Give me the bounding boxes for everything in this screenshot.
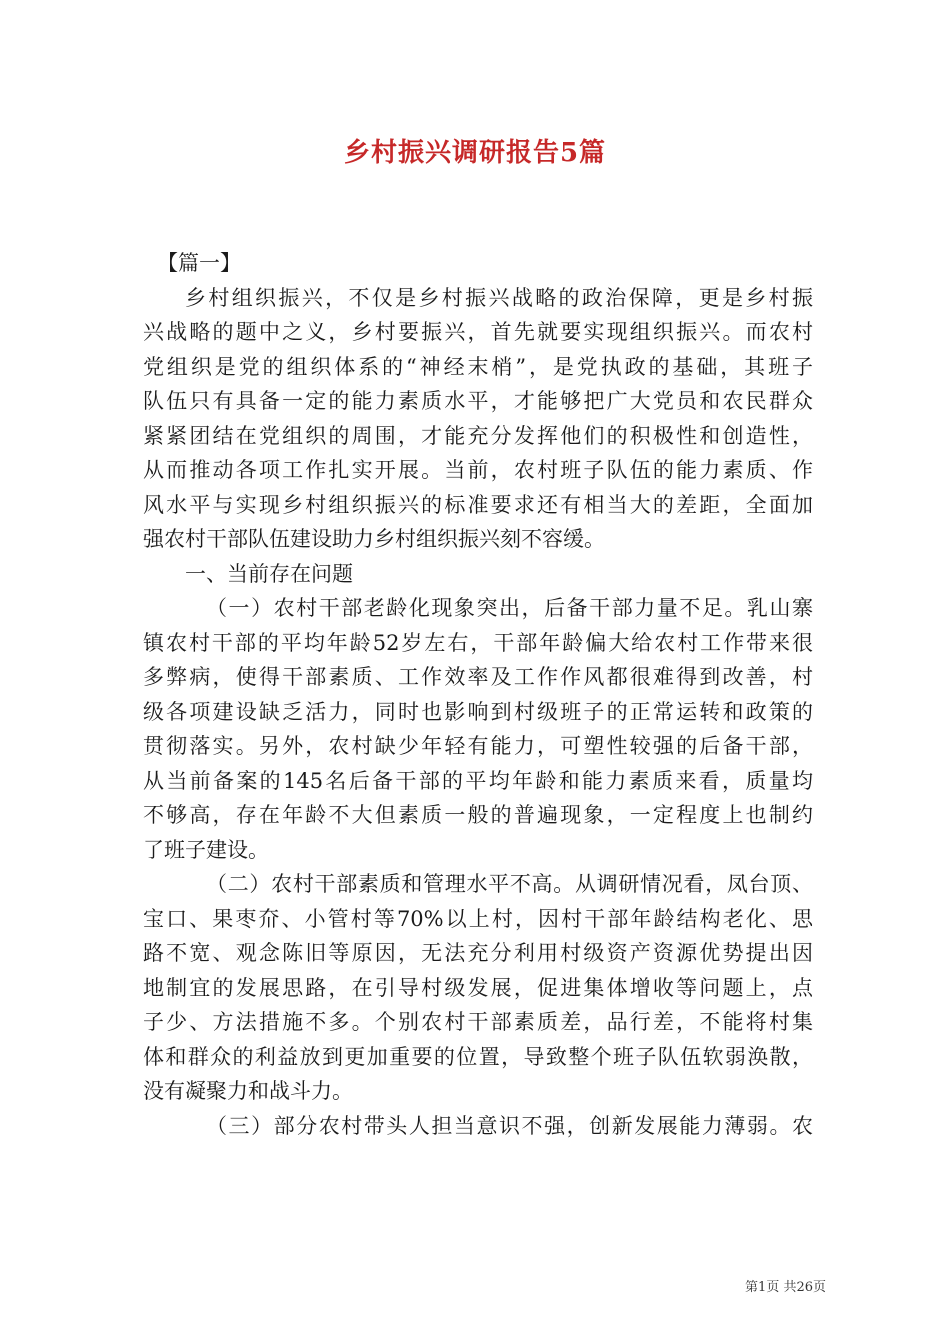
paragraph-line: 镇农村干部的平均年龄52岁左右，干部年龄偏大给农村工作带来很 — [143, 630, 813, 655]
paragraph-line: 没有凝聚力和战斗力。 — [143, 1079, 353, 1103]
paragraph-line: 体和群众的利益放到更加重要的位置，导致整个班子队伍软弱涣散， — [143, 1044, 813, 1069]
paragraph-line: 乡村组织振兴，不仅是乡村振兴战略的政治保障，更是乡村振 — [185, 285, 813, 310]
paragraph-line: 风水平与实现乡村组织振兴的标准要求还有相当大的差距，全面加 — [143, 492, 813, 517]
paragraph-line: 多弊病，使得干部素质、工作效率及工作作风都很难得到改善，村 — [143, 665, 813, 689]
paragraph-line: 强农村干部队伍建设助力乡村组织振兴刻不容缓。 — [143, 527, 605, 551]
paragraph-line: 从当前备案的145名后备干部的平均年龄和能力素质来看，质量均 — [143, 768, 813, 793]
paragraph-line: 紧紧团结在党组织的周围，才能充分发挥他们的积极性和创造性， — [143, 423, 813, 448]
paragraph-line: 路不宽、观念陈旧等原因，无法充分利用村级资产资源优势提出因 — [143, 941, 813, 965]
paragraph-line: （三）部分农村带头人担当意识不强，创新发展能力薄弱。农 — [206, 1113, 813, 1138]
paragraph-line: 党组织是党的组织体系的“神经末梢”，是党执政的基础，其班子 — [143, 354, 813, 379]
paragraph-line: 贯彻落实。另外，农村缺少年轻有能力，可塑性较强的后备干部， — [143, 734, 813, 758]
paragraph-line: 从而推动各项工作扎实开展。当前，农村班子队伍的能力素质、作 — [143, 458, 813, 482]
page-number-footer: 第1页 共26页 — [745, 1280, 826, 1295]
paragraph-line: 级各项建设缺乏活力，同时也影响到村级班子的正常运转和政策的 — [143, 699, 813, 724]
paragraph-line: （一）农村干部老龄化现象突出，后备干部力量不足。乳山寨 — [206, 596, 813, 620]
paragraph-line: 不够高，存在年龄不大但素质一般的普遍现象，一定程度上也制约 — [143, 803, 813, 827]
paragraph-line: 队伍只有具备一定的能力素质水平，才能够把广大党员和农民群众 — [143, 389, 813, 413]
section-heading: 一、当前存在问题 — [185, 561, 353, 586]
section-label: 【篇一】 — [157, 251, 241, 275]
paragraph-line: 兴战略的题中之义，乡村要振兴，首先就要实现组织振兴。而农村 — [143, 320, 813, 344]
document-body — [143, 246, 813, 1143]
paragraph-line: 了班子建设。 — [143, 837, 269, 862]
paragraph-line: 子少、方法措施不多。个别农村干部素质差，品行差，不能将村集 — [143, 1010, 813, 1034]
paragraph-line: （二）农村干部素质和管理水平不高。从调研情况看，凤台顶、 — [206, 872, 813, 896]
paragraph-line: 宝口、果枣夼、小管村等70%以上村，因村干部年龄结构老化、思 — [143, 906, 813, 931]
document-title: 乡村振兴调研报告5篇 — [343, 138, 607, 168]
paragraph-line: 地制宜的发展思路，在引导村级发展，促进集体增收等问题上，点 — [143, 975, 813, 1000]
